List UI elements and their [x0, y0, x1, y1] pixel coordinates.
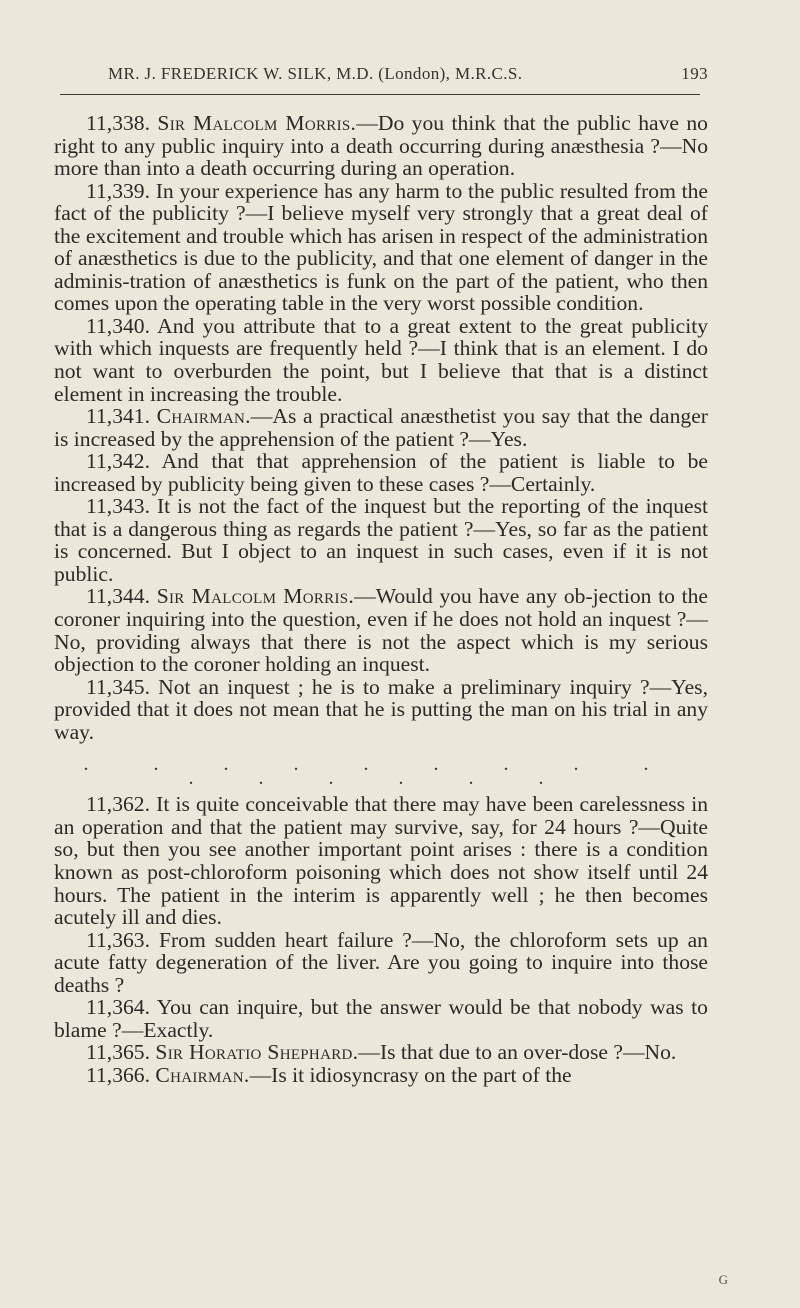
question-number: 11,366.	[86, 1062, 150, 1087]
paragraph-text: In your experience has any harm to the public resulted from the fact of the publicity ?—I believe myself very strongly that a great deal of the excitement and trouble which has arisen in respect of the administration of anæsthetics is due to the publicity, and that one element of danger in the adminis-tration of anæsthetics is funk on the part of the patient, who then comes upon the operating table in the very worst possible condition.	[54, 178, 708, 316]
header-rule	[60, 94, 700, 95]
paragraph-text: —Is it idiosyncrasy on the part of the	[249, 1062, 572, 1087]
speaker-name: Sir Malcolm Morris.	[157, 111, 357, 135]
paragraph-text: —Would you have any ob-jection to the coroner inquiring into the question, even if he does not hold an inquest ?—No, providing always that there is not the aspect which is my serious objection to the coroner holding an inquest.	[54, 584, 708, 677]
paragraph-text: It is not the fact of the inquest but the reporting of the inquest that is a dangerous thing as regards the patient ?—Yes, so far as the patient is concerned. But I object to an inquest in such cases, even if it is not public.	[54, 494, 708, 586]
question-number: 11,365.	[86, 1040, 150, 1065]
paragraph-text: —Do you think that the public have no right to any public inquiry into a death occurring during anæsthesia ?—No more than into a death occurring during an operation.	[54, 111, 708, 181]
running-head	[108, 60, 708, 88]
signature-mark: G	[718, 1272, 728, 1287]
speaker-name: Sir Malcolm Morris.	[156, 584, 355, 609]
running-title: MR. J. FREDERICK W. SILK, M.D. (London), M.R.C.S.	[108, 64, 523, 83]
paragraph-11366	[54, 1064, 708, 1087]
question-number: 11,343.	[86, 494, 150, 519]
paragraph-11362	[54, 793, 708, 928]
paragraph-11340	[54, 315, 708, 405]
question-number: 11,345.	[86, 674, 150, 699]
question-number: 11,363.	[86, 927, 150, 952]
question-number: 11,362.	[86, 792, 150, 817]
question-number: 11,344.	[86, 584, 150, 609]
page-number: 193	[681, 64, 708, 83]
paragraph-11338	[54, 112, 708, 180]
paragraph-11344	[54, 585, 708, 675]
paragraph-text: Not an inquest ; he is to make a preliminary inquiry ?—Yes, provided that it does not mean that he is putting the man on his trial in any way.	[54, 674, 708, 744]
paragraph-text: And you attribute that to a great extent to the great publicity with which inquests are frequently held ?—I think that is an element. I do not want to overburden the point, but I believe that that is a distinct element in increasing the trouble.	[54, 313, 708, 406]
paragraph-11345	[54, 676, 708, 744]
paragraph-11363	[54, 929, 708, 997]
question-number: 11,339.	[86, 178, 150, 203]
paragraph-text: —As a practical anæsthetist you say that the danger is increased by the apprehension of the patient ?—Yes.	[54, 404, 709, 451]
paragraph-text: —Is that due to an over-dose ?—No.	[358, 1040, 677, 1065]
question-number: 11,364.	[86, 995, 150, 1020]
question-number: 11,341.	[86, 404, 150, 429]
paragraph-11342	[54, 450, 708, 495]
paragraph-text: You can inquire, but the answer would be that nobody was to blame ?—Exactly.	[54, 995, 708, 1042]
paragraph-11343	[54, 495, 708, 585]
speaker-name: Chairman.	[155, 1062, 250, 1087]
text-body	[54, 112, 708, 1086]
paragraph-text: It is quite conceivable that there may have been carelessness in an operation and that the patient may survive, say, for 24 hours ?—Quite so, but then you see another important point arises : there is a condition known as post-chloroform poisoning which does not show itself until 24 hours. The patient in the interim is apparently well ; he then becomes acutely ill and dies.	[54, 792, 709, 930]
speaker-name: Sir Horatio Shephard.	[155, 1040, 359, 1065]
paragraph-11364	[54, 996, 708, 1041]
paragraph-11339	[54, 180, 708, 315]
paragraph-text: From sudden heart failure ?—No, the chloroform sets up an acute fatty degeneration of the liver. Are you going to inquire into those deaths ?	[54, 927, 708, 997]
question-number: 11,338.	[86, 111, 150, 135]
speaker-name: Chairman.	[156, 404, 251, 429]
paragraph-text: And that that apprehension of the patient is liable to be increased by publicity being given to these cases ?—Certainly.	[54, 449, 709, 496]
question-number: 11,340.	[86, 313, 150, 338]
paragraph-11341	[54, 405, 708, 450]
omission-ellipsis: . . . . . . . . . . . . . . .	[83, 753, 679, 790]
paragraph-11365	[54, 1041, 708, 1064]
question-number: 11,342.	[86, 449, 150, 474]
